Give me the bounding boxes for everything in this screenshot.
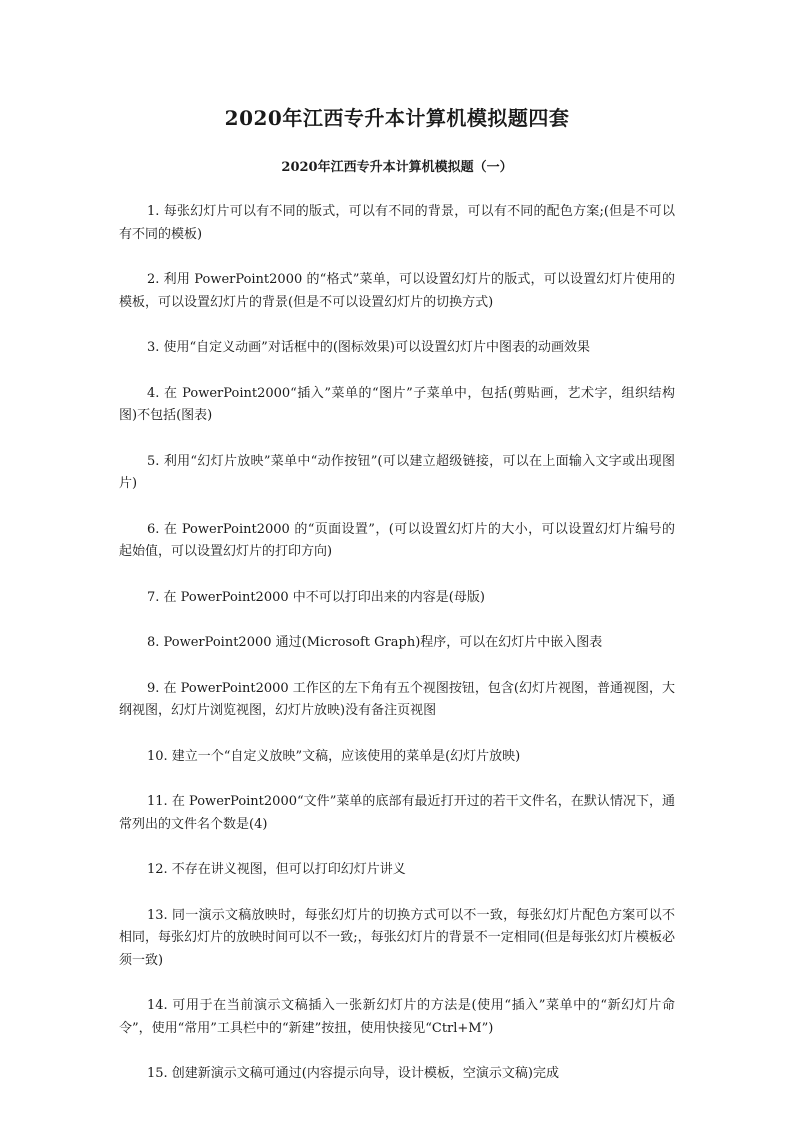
list-item: 15. 创建新演示文稿可通过(内容提示向导，设计模板，空演示文稿)完成 — [147, 1066, 559, 1081]
list-item: 11. 在 PowerPoint2000“文件”菜单的底部有最近打开过的若干文件名，在默认情况下，通常列出的文件名个数是(4) — [119, 794, 675, 832]
list-item: 2. 利用 PowerPoint2000 的“格式”菜单，可以设置幻灯片的版式，可以设置幻灯片使用的模板，可以设置幻灯片的背景(但是不可以设置幻灯片的切换方式) — [119, 272, 675, 310]
list-item: 8. PowerPoint2000 通过(Microsoft Graph)程序，可以在幻灯片中嵌入图表 — [147, 635, 603, 650]
list-item: 6. 在 PowerPoint2000 的“页面设置”，(可以设置幻灯片的大小，可以设置幻灯片编号的起始值，可以设置幻灯片的打印方向) — [119, 521, 675, 559]
list-item: 14. 可用于在当前演示文稿插入一张新幻灯片的方法是(使用“插入”菜单中的“新幻灯片命令”，使用“常用”工具栏中的“新建”按扭，使用快接见“Ctrl+M”) — [119, 998, 675, 1036]
list-item: 13. 同一演示文稿放映时，每张幻灯片的切换方式可以不一致，每张幻灯片配色方案可以不相同，每张幻灯片的放映时间可以不一致;，每张幻灯片的背景不一定相同(但是每张幻灯片模板必须一致) — [119, 907, 675, 968]
list-item: 9. 在 PowerPoint2000 工作区的左下角有五个视图按钮，包含(幻灯片视图，普通视图，大纲视图，幻灯片浏览视图，幻灯片放映)没有备注页视图 — [119, 680, 675, 718]
document-subtitle: 2020年江西专升本计算机模拟题（一） — [281, 160, 513, 175]
list-item: 12. 不存在讲义视图，但可以打印幻灯片讲义 — [147, 862, 406, 877]
list-item: 7. 在 PowerPoint2000 中不可以打印出来的内容是(母版) — [147, 589, 485, 605]
list-item: 1. 每张幻灯片可以有不同的版式，可以有不同的背景，可以有不同的配色方案;(但是不可以有不同的模板) — [119, 204, 675, 242]
question-list — [119, 201, 675, 1086]
list-item: 5. 利用“幻灯片放映”菜单中“动作按钮”(可以建立超级链接，可以在上面输入文字或出现图片) — [119, 453, 675, 491]
list-item: 4. 在 PowerPoint2000“插入”菜单的“图片”子菜单中，包括(剪贴画，艺术字，组织结构图)不包括(图表) — [119, 385, 675, 423]
list-item: 10. 建立一个“自定义放映”文稿，应该使用的菜单是(幻灯片放映) — [147, 748, 521, 764]
document-title: 2020年江西专升本计算机模拟题四套 — [224, 106, 570, 130]
list-item: 3. 使用“自定义动画”对话框中的(图标效果)可以设置幻灯片中图表的动画效果 — [147, 340, 590, 355]
